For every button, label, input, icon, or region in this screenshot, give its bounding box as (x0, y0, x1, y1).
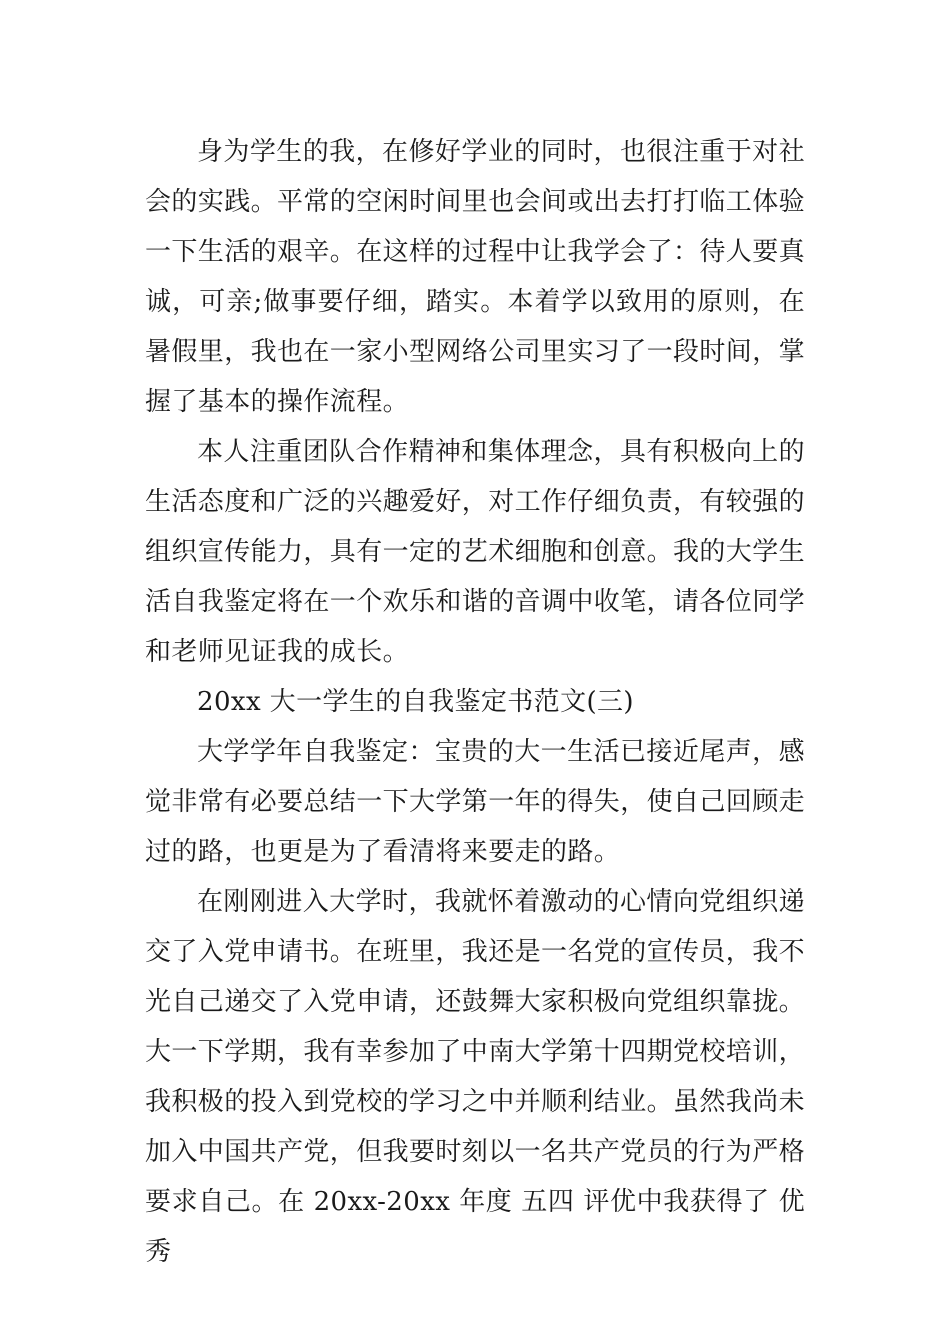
paragraph-teamwork: 本人注重团队合作精神和集体理念，具有积极向上的生活态度和广泛的兴趣爱好，对工作仔细负责，有较强的组织宣传能力，具有一定的艺术细胞和创意。我的大学生活自我鉴定将在一个欢乐和谐的音调中收笔，请各位同学和老师见证我的成长。 (145, 437, 806, 667)
document-body (145, 127, 805, 1277)
paragraph-practice: 身为学生的我，在修好学业的同时，也很注重于对社会的实践。平常的空闲时间里也会间或出去打打临工体验一下生活的艰辛。在这样的过程中让我学会了：待人要真诚，可亲;做事要仔细，踏实。本着学以致用的原则，在暑假里，我也在一家小型网络公司里实习了一段时间，掌握了基本的操作流程。 (145, 137, 806, 417)
section-title: 20xx 大一学生的自我鉴定书范文(三) (197, 687, 634, 717)
paragraph-year-review: 大学学年自我鉴定：宝贵的大一生活已接近尾声，感觉非常有必要总结一下大学第一年的得失，使自己回顾走过的路，也更是为了看清将来要走的路。 (145, 737, 806, 867)
paragraph-party-application: 在刚刚进入大学时，我就怀着激动的心情向党组织递交了入党申请书。在班里，我还是一名党的宣传员，我不光自己递交了入党申请，还鼓舞大家积极向党组织靠拢。大一下学期，我有幸参加了中南大学第十四期党校培训，我积极的投入到党校的学习之中并顺利结业。虽然我尚未加入中国共产党，但我要时刻以一名共产党员的行为严格要求自己。在 20xx-20xx 年度 五四 评优中我获得了 优秀 (145, 887, 806, 1267)
